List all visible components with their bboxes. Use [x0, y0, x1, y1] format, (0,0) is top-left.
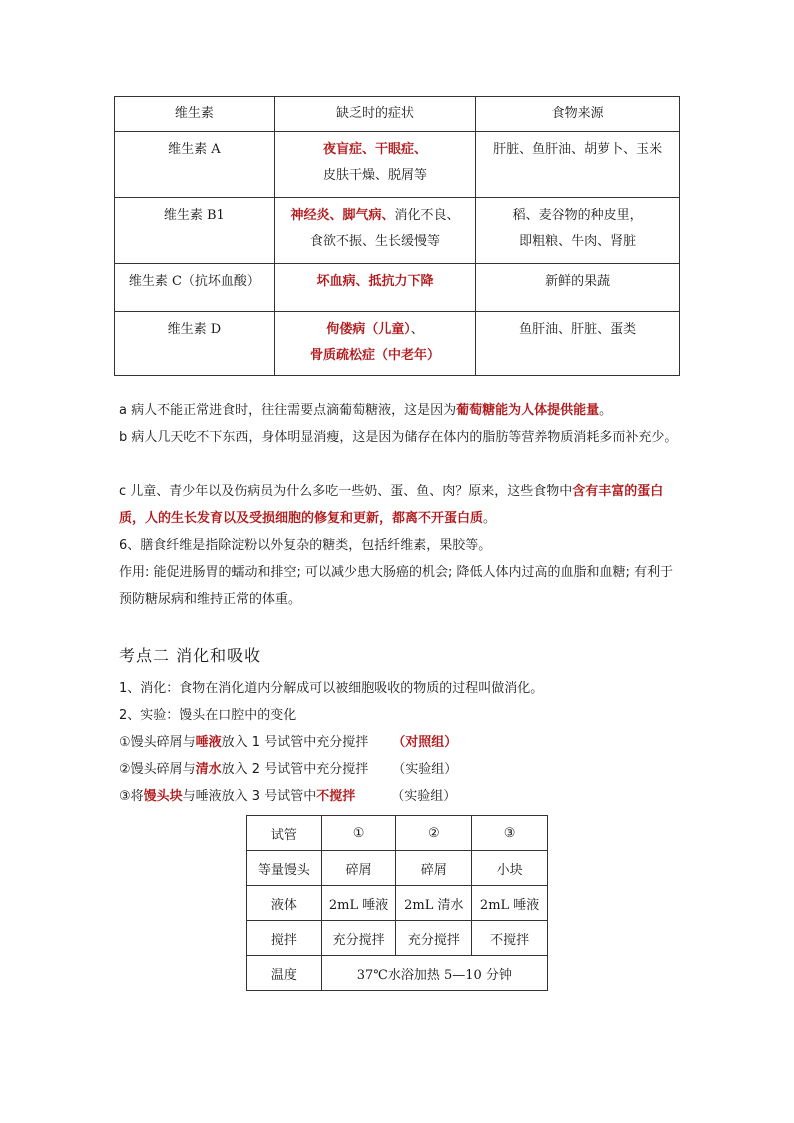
symptom-text: 消化不良、 [394, 208, 460, 223]
food-source: 鱼肝油、肝脏、蛋类 [476, 312, 680, 376]
symptom-highlight: 神经炎、脚气病、 [290, 208, 395, 223]
highlight-text: 清水 [195, 762, 222, 777]
experiment-title: 2、实验：馒头在口腔中的变化 [119, 708, 297, 723]
symptom-highlight: 坏血病、抵抗力下降 [316, 274, 434, 289]
symptom-cell [274, 132, 476, 198]
step-text: ③将 [119, 789, 144, 804]
table-cell: 充分搅拌 [396, 921, 472, 956]
table-cell: 液体 [247, 886, 322, 921]
vitamin-table-header [115, 97, 680, 132]
table-cell: 2mL 唾液 [472, 886, 548, 921]
symptom-text: 皮肤干燥、脱屑等 [323, 168, 428, 183]
table-cell: 充分搅拌 [321, 921, 396, 956]
table-row [247, 816, 548, 851]
fiber-function: 作用: 能促进肠胃的蠕动和排空; 可以减少患大肠癌的机会; 降低人体内过高的血脂和血糖; 有利于预防糖尿病和维持正常的体重。 [119, 565, 674, 607]
experiment-step-1 [119, 729, 679, 756]
vitamin-name: 维生素 C（抗坏血酸） [115, 264, 275, 312]
section-title: 考点二 消化和吸收 [119, 646, 262, 665]
step-text: 放入 2 号试管中充分搅拌 [221, 762, 369, 777]
highlight-text: 馒头块 [143, 789, 183, 804]
symptom-cell [274, 198, 476, 264]
symptom-cell [274, 312, 476, 376]
paragraph-text: c 儿童、青少年以及伤病员为什么多吃一些奶、蛋、鱼、肉？原来，这些食物中 [119, 484, 573, 499]
table-cell: 不搅拌 [472, 921, 548, 956]
paragraph-b: b 病人几天吃不下东西，身体明显消瘦，这是因为储存在体内的脂肪等营养物质消耗多而补充少。 [119, 430, 678, 445]
symptom-highlight: 骨质疏松症（中老年） [310, 348, 441, 363]
header-cell: 试管 [247, 816, 322, 851]
highlight-text: 不搅拌 [316, 789, 356, 804]
table-row [247, 956, 548, 991]
symptom-text: 、 [410, 322, 424, 337]
table-cell: 碎屑 [396, 851, 472, 886]
food-source-line: 稻、麦谷物的种皮里， [512, 208, 643, 223]
group-tag: （实验组） [391, 789, 457, 804]
table-cell: 等量馒头 [247, 851, 322, 886]
table-cell: 温度 [247, 956, 322, 991]
table-cell: 搅拌 [247, 921, 322, 956]
symptom-highlight: 夜盲症、干眼症、 [323, 142, 428, 157]
symptom-cell [274, 264, 476, 312]
header-cell: ③ [472, 816, 548, 851]
food-source: 新鲜的果蔬 [476, 264, 680, 312]
fiber-definition: 6、膳食纤维是指除淀粉以外复杂的糖类，包括纤维素，果胶等。 [119, 538, 492, 553]
paragraph-text: 。 [599, 403, 613, 418]
highlight-text: 唾液 [195, 735, 222, 750]
symptom-text: 食欲不振、生长缓慢等 [310, 234, 441, 249]
experiment-table [246, 815, 548, 991]
step-text: 与唾液放入 3 号试管中 [182, 789, 317, 804]
digestion-definition: 1、消化：食物在消化道内分解成可以被细胞吸收的物质的过程叫做消化。 [119, 681, 544, 696]
table-row [115, 312, 680, 376]
table-row [115, 198, 680, 264]
paragraph-text: a 病人不能正常进食时，往往需要点滴葡萄糖液，这是因为 [119, 403, 457, 418]
header-cell: ② [396, 816, 472, 851]
header-cell: 食物来源 [476, 97, 680, 132]
header-cell: 维生素 [115, 97, 275, 132]
step-text: ①馒头碎屑与 [119, 735, 196, 750]
vitamin-name: 维生素 A [115, 132, 275, 198]
highlight-text: 葡萄糖能为人体提供能量 [456, 403, 600, 418]
header-cell: 缺乏时的症状 [274, 97, 476, 132]
table-cell: 37℃水浴加热 5—10 分钟 [321, 956, 547, 991]
experiment-step-2 [119, 756, 679, 783]
table-row [115, 264, 680, 312]
highlight-text: 含有丰富的蛋白质，人的生长发育以及受损细胞的修复和更新，都离不开蛋白质 [119, 484, 664, 526]
paragraph-c [119, 478, 679, 532]
table-cell: 小块 [472, 851, 548, 886]
vitamin-name: 维生素 B1 [115, 198, 275, 264]
table-cell: 2mL 唾液 [321, 886, 396, 921]
food-source: 肝脏、鱼肝油、胡萝卜、玉米 [476, 132, 680, 198]
symptom-highlight: 佝偻病（儿童） [326, 322, 411, 337]
table-cell: 2mL 清水 [396, 886, 472, 921]
table-row [247, 851, 548, 886]
step-text: ②馒头碎屑与 [119, 762, 196, 777]
group-tag: （对照组） [392, 735, 458, 750]
paragraph-a [119, 397, 679, 424]
paragraph-text: 。 [483, 511, 497, 526]
vitamin-name: 维生素 D [115, 312, 275, 376]
table-row [247, 886, 548, 921]
table-cell: 碎屑 [321, 851, 396, 886]
vitamin-table [114, 96, 680, 376]
food-source-line: 即粗粮、牛肉、肾脏 [519, 234, 637, 249]
food-source [476, 198, 680, 264]
table-row [115, 132, 680, 198]
experiment-step-3 [119, 783, 679, 810]
header-cell: ① [321, 816, 396, 851]
step-text: 放入 1 号试管中充分搅拌 [221, 735, 369, 750]
table-row [247, 921, 548, 956]
group-tag: （实验组） [392, 762, 458, 777]
